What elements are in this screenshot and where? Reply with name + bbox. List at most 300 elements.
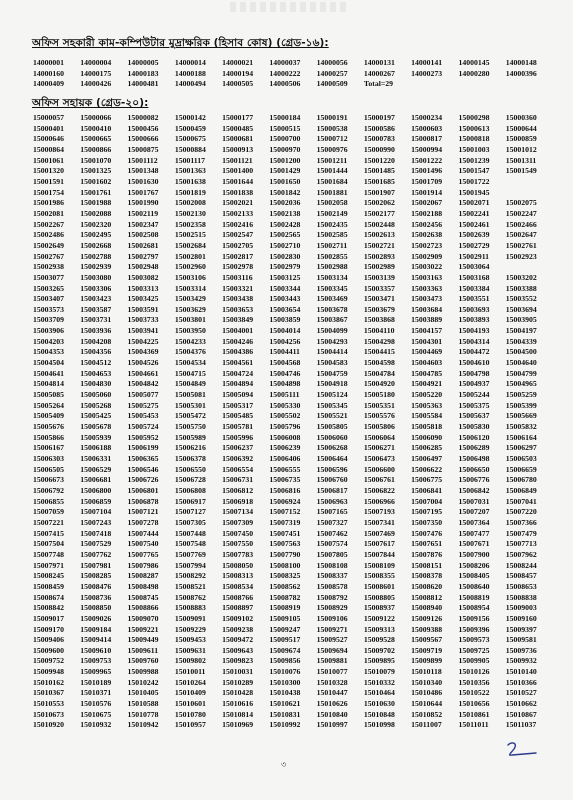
roll-number: 15004014 — [269, 326, 301, 336]
roll-number: 15010371 — [80, 688, 112, 698]
roll-number: 15010464 — [363, 688, 395, 698]
roll-number: 15010126 — [458, 667, 490, 677]
roll-number: 15002241 — [458, 208, 490, 218]
roll-number: 15005818 — [411, 422, 443, 432]
roll-number: 15009453 — [174, 635, 206, 645]
roll-number: 15010367 — [33, 688, 64, 698]
roll-number: 15000864 — [33, 144, 64, 154]
roll-number: 15006659 — [505, 464, 537, 474]
roll-number: 15005345 — [316, 400, 348, 410]
roll-number: 15007152 — [269, 507, 301, 517]
roll-number: 15005989 — [174, 432, 206, 442]
roll-number: 15008866 — [127, 603, 159, 613]
roll-number: 15005060 — [80, 390, 112, 400]
roll-number: 15008313 — [222, 571, 254, 581]
roll-number: 15000681 — [222, 134, 254, 144]
roll-number: 15003859 — [269, 315, 301, 325]
roll-number: 15005375 — [458, 400, 490, 410]
roll-number: 15004001 — [222, 326, 254, 336]
roll-number: 15006650 — [458, 464, 490, 474]
roll-number: 15010340 — [411, 677, 443, 687]
roll-number: 15009126 — [411, 613, 443, 623]
roll-number: 15009449 — [127, 635, 159, 645]
roll-number: 15004157 — [411, 326, 443, 336]
roll-number: 15007309 — [222, 517, 254, 527]
roll-number: 15002767 — [33, 251, 64, 261]
roll-number: 14000280 — [458, 68, 490, 78]
roll-number: 15008883 — [174, 603, 206, 613]
roll-number: 15003407 — [33, 294, 64, 304]
roll-number: 15001496 — [411, 166, 443, 176]
roll-number: 15005724 — [127, 422, 159, 432]
roll-number: 15010486 — [411, 688, 443, 698]
roll-number: 15004746 — [269, 368, 301, 378]
roll-number: 14000183 — [127, 68, 159, 78]
roll-number: 15009948 — [33, 667, 64, 677]
roll-number: 15002075 — [505, 198, 537, 208]
roll-number: 15005425 — [80, 411, 112, 421]
roll-number: 15009105 — [269, 613, 301, 623]
roll-number: 15003022 — [411, 262, 443, 272]
roll-number: 15006924 — [269, 496, 301, 506]
roll-number: 15002788 — [80, 251, 112, 261]
roll-number: 15003684 — [411, 304, 443, 314]
roll-number: 15002723 — [411, 240, 443, 250]
roll-number: 15002565 — [269, 230, 301, 240]
roll-number: 15006503 — [505, 454, 537, 463]
roll-number: 15008405 — [458, 571, 490, 581]
roll-number: 15004653 — [80, 368, 112, 378]
roll-number: 15002909 — [411, 251, 443, 261]
roll-number: 15010778 — [127, 709, 159, 719]
roll-number: 15005832 — [505, 422, 537, 432]
roll-number-row — [33, 220, 553, 231]
roll-number: 15001591 — [33, 176, 64, 186]
roll-number: 14000222 — [269, 68, 301, 78]
roll-number: 15000884 — [174, 144, 206, 154]
roll-number: 15004099 — [316, 326, 348, 336]
roll-number: 15004376 — [174, 347, 206, 357]
roll-number: 15007762 — [80, 549, 112, 559]
roll-number: 15008459 — [33, 581, 64, 591]
roll-number: 15005220 — [411, 390, 443, 400]
roll-number: 15006600 — [363, 464, 395, 474]
roll-number: 15004798 — [458, 368, 490, 378]
roll-number: 14000426 — [80, 79, 112, 89]
roll-number: 15009414 — [80, 635, 112, 645]
roll-number-row — [33, 699, 553, 710]
roll-number: 15006673 — [33, 475, 64, 485]
roll-number: 15002008 — [174, 198, 206, 208]
roll-number: 15003936 — [80, 326, 112, 336]
roll-number: 15005781 — [222, 422, 254, 432]
roll-number: 15002177 — [363, 208, 395, 218]
roll-number: 15008206 — [458, 560, 490, 570]
roll-number: 15005952 — [127, 432, 159, 442]
roll-number: 15006822 — [363, 485, 395, 495]
roll-number: 15001061 — [33, 155, 64, 165]
roll-number: 15007444 — [127, 528, 159, 538]
roll-number: 15002267 — [33, 219, 64, 229]
roll-number-list-grade-16 — [33, 58, 553, 90]
roll-number-row — [33, 326, 553, 337]
roll-number: 15001444 — [316, 166, 348, 176]
roll-number: 15004246 — [222, 336, 254, 346]
roll-number: 15005124 — [316, 390, 348, 400]
roll-number: 15008050 — [222, 560, 254, 570]
roll-number: 15002456 — [411, 219, 443, 229]
roll-number: 15010644 — [411, 699, 443, 709]
roll-number: 15001012 — [505, 144, 537, 154]
roll-number: 15006801 — [127, 485, 159, 495]
roll-number: 15003139 — [363, 272, 395, 282]
roll-number: 15010118 — [411, 667, 442, 677]
roll-number: 15001722 — [458, 176, 490, 186]
roll-number: 14000194 — [222, 68, 254, 78]
roll-number: 14000481 — [127, 79, 159, 89]
roll-number: 15006817 — [316, 485, 348, 495]
roll-number: 15010079 — [363, 667, 395, 677]
roll-number-row — [33, 230, 553, 241]
roll-number: 15007981 — [80, 560, 112, 570]
roll-number: 15004356 — [80, 347, 112, 357]
roll-number: 15001881 — [316, 187, 348, 197]
roll-number: 15005796 — [269, 422, 301, 432]
roll-number: 15008109 — [363, 560, 395, 570]
roll-number-row — [33, 475, 553, 486]
roll-number: 15009725 — [458, 645, 490, 655]
roll-number: 15004918 — [316, 379, 348, 389]
roll-number-row — [33, 582, 553, 593]
roll-number: 15002585 — [316, 230, 348, 240]
roll-number: 15004500 — [505, 347, 537, 357]
roll-number-row — [33, 614, 553, 625]
roll-number: 15000783 — [363, 134, 395, 144]
roll-number-row — [33, 593, 553, 604]
roll-number: 15003344 — [269, 283, 301, 293]
roll-number: 15009567 — [411, 635, 443, 645]
roll-number: 15002130 — [174, 208, 206, 218]
roll-number: 15002938 — [33, 262, 64, 272]
roll-number: 15005317 — [222, 400, 254, 410]
roll-number: 15004472 — [458, 347, 490, 357]
roll-number: 15010031 — [222, 667, 254, 677]
roll-number: 15000456 — [127, 123, 159, 133]
roll-number: 15007540 — [127, 539, 159, 549]
roll-number: 15005750 — [174, 422, 206, 432]
roll-number: 15003438 — [222, 294, 254, 304]
roll-number: 15004610 — [458, 358, 490, 368]
roll-number: 15006812 — [222, 485, 254, 495]
roll-number: 15010997 — [316, 720, 348, 730]
roll-number: 15008954 — [458, 603, 490, 613]
roll-number: 15010366 — [505, 677, 537, 687]
roll-number: 15007165 — [316, 507, 348, 517]
roll-number: 15004759 — [316, 368, 348, 378]
roll-number: 15002979 — [269, 262, 301, 272]
roll-number: 15008819 — [458, 592, 490, 602]
roll-number: 15004785 — [411, 368, 443, 378]
roll-number: 15010553 — [33, 699, 64, 709]
roll-number: 15008919 — [269, 603, 301, 613]
roll-number: 15004314 — [458, 336, 490, 346]
roll-number: 15000184 — [269, 113, 301, 122]
roll-number: 15004715 — [174, 368, 206, 378]
roll-number: 15002801 — [174, 251, 206, 261]
roll-number: 15003731 — [80, 315, 112, 325]
roll-number: 15002119 — [127, 208, 159, 218]
roll-number: 15004598 — [363, 358, 395, 368]
roll-number: 15004849 — [174, 379, 206, 389]
roll-number: 15005502 — [269, 411, 301, 421]
roll-number: 15004208 — [80, 336, 112, 346]
roll-number: 14000014 — [174, 58, 206, 67]
roll-number: 15002705 — [222, 240, 254, 250]
roll-number: 15004293 — [316, 336, 348, 346]
roll-number: 15007193 — [363, 507, 395, 517]
roll-number-row — [33, 284, 553, 295]
roll-number: 15003423 — [80, 294, 112, 304]
roll-number: 15002893 — [363, 251, 395, 261]
roll-number: 15000586 — [363, 123, 395, 133]
roll-number: 15001945 — [458, 187, 490, 197]
roll-number-row — [33, 518, 553, 529]
roll-number: 15008355 — [363, 571, 395, 581]
roll-number: 15006064 — [363, 432, 395, 442]
roll-number: 15000360 — [505, 113, 537, 122]
roll-number: 15001112 — [127, 155, 158, 165]
roll-number: 15001429 — [269, 166, 301, 176]
roll-number: 15010289 — [222, 677, 254, 687]
roll-number: 15009905 — [458, 656, 490, 666]
roll-number: 15009760 — [127, 656, 159, 666]
roll-number: 15002855 — [316, 251, 348, 261]
roll-number-row — [33, 571, 553, 582]
roll-number: 15004386 — [222, 347, 254, 357]
roll-number: 15007805 — [316, 549, 348, 559]
roll-number: 15005111 — [269, 390, 300, 400]
roll-number: 14000267 — [363, 68, 395, 78]
roll-number: 15006966 — [363, 496, 395, 506]
roll-number: 15004641 — [33, 368, 64, 378]
roll-number: 15003388 — [505, 283, 537, 293]
roll-number-row — [33, 529, 553, 540]
roll-number: 15002508 — [127, 230, 159, 240]
roll-number: 15009091 — [174, 613, 206, 623]
roll-number: 15002638 — [411, 230, 443, 240]
roll-number: 15004568 — [269, 358, 301, 368]
roll-number: 15009573 — [458, 635, 490, 645]
roll-number: 15006555 — [269, 464, 301, 474]
roll-number: 14000409 — [33, 79, 64, 89]
roll-number: 14000273 — [411, 68, 443, 78]
roll-number: 15011007 — [411, 720, 442, 730]
roll-number: 15007243 — [80, 517, 112, 527]
roll-number: 15003653 — [222, 304, 254, 314]
roll-number: 15002710 — [269, 240, 301, 250]
roll-number: 15007366 — [505, 517, 537, 527]
roll-number: 15008929 — [316, 603, 348, 613]
roll-number: 15004233 — [174, 336, 206, 346]
roll-number: 15000817 — [411, 134, 443, 144]
roll-number-row — [33, 422, 553, 433]
roll-number: 15010011 — [174, 667, 206, 677]
roll-number: 14000175 — [80, 68, 112, 78]
roll-number: 15010576 — [80, 699, 112, 709]
roll-number: 15007477 — [458, 528, 490, 538]
roll-number: 15002466 — [505, 219, 537, 229]
roll-number: 15006760 — [316, 475, 348, 485]
roll-number: 15005485 — [222, 411, 254, 421]
roll-number: 15005094 — [222, 390, 254, 400]
roll-number: 15003941 — [127, 326, 159, 336]
roll-number: 15003265 — [33, 283, 64, 293]
roll-number: 15007278 — [127, 517, 159, 527]
roll-number: 15006008 — [269, 432, 301, 442]
roll-number-row — [33, 561, 553, 572]
roll-number: 15006297 — [505, 443, 537, 453]
roll-number: 15000057 — [33, 113, 64, 122]
roll-number: 15009070 — [127, 613, 159, 623]
roll-number: 15003678 — [316, 304, 348, 314]
roll-number: 15003106 — [174, 272, 206, 282]
roll-number: 15011037 — [505, 720, 537, 730]
roll-number: 15004830 — [80, 379, 112, 389]
roll-number: 15003443 — [269, 294, 301, 304]
roll-number: 15006816 — [269, 485, 301, 495]
roll-number-row — [33, 507, 553, 518]
roll-number: 15008244 — [505, 560, 537, 570]
roll-number: 14000494 — [174, 79, 206, 89]
roll-number: 15006918 — [222, 496, 254, 506]
page-number: ৩ — [281, 760, 287, 769]
roll-number: 15008498 — [127, 581, 159, 591]
roll-number: 15008745 — [127, 592, 159, 602]
roll-number: 15007548 — [174, 539, 206, 549]
roll-number: 15002428 — [269, 219, 301, 229]
roll-number: 15010932 — [80, 720, 112, 730]
roll-number: 15000197 — [363, 113, 395, 122]
roll-number: 15009988 — [127, 667, 159, 677]
roll-number-row — [33, 550, 553, 561]
section-heading-office-assistant-computer-typist — [32, 36, 329, 53]
roll-number: 15009881 — [316, 656, 348, 666]
roll-number: 15001684 — [316, 176, 348, 186]
roll-number: 15005576 — [363, 411, 395, 421]
roll-number: 14000056 — [316, 58, 348, 67]
roll-number: 15010626 — [316, 699, 348, 709]
roll-number: 15007748 — [33, 549, 64, 559]
roll-number: 15007450 — [222, 528, 254, 538]
roll-number: 15006849 — [505, 485, 537, 495]
roll-number: 15010189 — [80, 677, 112, 687]
roll-number: 15001838 — [222, 187, 254, 197]
roll-number: 15006188 — [80, 443, 112, 453]
roll-number: 15002067 — [411, 198, 443, 208]
roll-number: 15004298 — [363, 336, 395, 346]
roll-number: 15006878 — [127, 496, 159, 506]
roll-number: 15007900 — [458, 549, 490, 559]
roll-number: 15007504 — [33, 539, 64, 549]
roll-number: 15009527 — [316, 635, 348, 645]
roll-number: 15001211 — [316, 155, 348, 165]
roll-number: 15007971 — [33, 560, 64, 570]
roll-number: 15001988 — [80, 198, 112, 208]
roll-number: 15004640 — [505, 358, 537, 368]
roll-number: 15000191 — [316, 113, 348, 122]
roll-number-row — [33, 465, 553, 476]
roll-number: 15004799 — [505, 368, 537, 378]
roll-number: 15005180 — [363, 390, 395, 400]
roll-number: 15010328 — [316, 677, 348, 687]
roll-number: 15003709 — [33, 315, 64, 325]
roll-number: 15004301 — [411, 336, 443, 346]
roll-number-row — [33, 273, 553, 284]
roll-number: 15007563 — [269, 539, 301, 549]
roll-number: 15009003 — [505, 603, 537, 613]
roll-number: 15010957 — [174, 720, 206, 730]
roll-number: 15000994 — [411, 144, 443, 154]
roll-number: 15005866 — [33, 432, 64, 442]
roll-number: 15004339 — [505, 336, 537, 346]
roll-number: 15004920 — [363, 379, 395, 389]
roll-number: 15008620 — [411, 581, 443, 591]
roll-number: 15002668 — [80, 240, 112, 250]
roll-number: 15000675 — [174, 134, 206, 144]
roll-number: 15002711 — [316, 240, 348, 250]
roll-number: 15003552 — [505, 294, 537, 304]
roll-number: 15005637 — [458, 411, 490, 421]
roll-number: 15005259 — [505, 390, 537, 400]
roll-number: 15003889 — [411, 315, 443, 325]
roll-number-row — [33, 720, 553, 731]
roll-number: 14000004 — [80, 58, 112, 67]
roll-number: 15010409 — [174, 688, 206, 698]
roll-number: 15002071 — [458, 198, 490, 208]
roll-number: 15003733 — [127, 315, 159, 325]
roll-number-row — [33, 635, 553, 646]
roll-number: 14000160 — [33, 68, 64, 78]
roll-number: 15006090 — [411, 432, 443, 442]
roll-number-row — [33, 188, 553, 199]
roll-number: 15001220 — [363, 155, 395, 165]
roll-number: 15004894 — [222, 379, 254, 389]
roll-number: 15003082 — [127, 272, 159, 282]
roll-number: 15010861 — [458, 709, 490, 719]
roll-number-row — [33, 678, 553, 689]
roll-number: 15008287 — [127, 571, 159, 581]
roll-number: 15002495 — [80, 230, 112, 240]
roll-number: 15002133 — [222, 208, 254, 218]
roll-number: 15010942 — [127, 720, 159, 730]
roll-number-row — [33, 252, 553, 263]
roll-number: 15003125 — [269, 272, 301, 282]
roll-number: 15002960 — [174, 262, 206, 272]
roll-number: 15001819 — [174, 187, 206, 197]
roll-number: 15007305 — [174, 517, 206, 527]
roll-number: 15001644 — [222, 176, 254, 186]
roll-number-row — [33, 198, 553, 209]
roll-number: 15005085 — [33, 390, 64, 400]
roll-number: 15006841 — [411, 485, 443, 495]
roll-number: 15000970 — [269, 144, 301, 154]
roll-number-list-grade-20 — [33, 113, 553, 731]
roll-number: 15002721 — [363, 240, 395, 250]
roll-number: 15008534 — [222, 581, 254, 591]
roll-number: 15010522 — [458, 688, 490, 698]
roll-number: 15009406 — [33, 635, 64, 645]
roll-number: 15000990 — [363, 144, 395, 154]
